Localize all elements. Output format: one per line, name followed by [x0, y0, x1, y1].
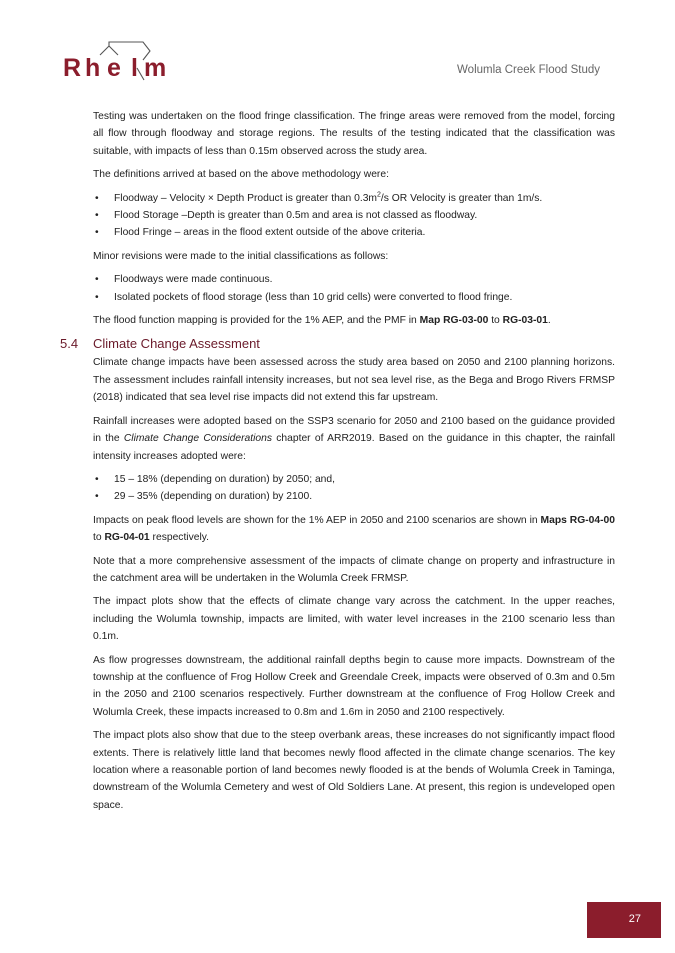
paragraph: Rainfall increases were adopted based on the SSP3 scenario for 2050 and 2100 based on the guidance provided in the Climate Change Considerations chapter of ARR2019. Based on the guidance in this chapter, the rainfall intensity increases adopted were:: [93, 415, 615, 462]
paragraph: Minor revisions were made to the initial classifications as follows:: [93, 250, 389, 262]
svg-text:m: m: [144, 54, 167, 82]
page-body: [60, 108, 615, 820]
page-number-box: [587, 902, 661, 938]
rhelm-logo: [63, 38, 173, 82]
paragraph: As flow progresses downstream, the additional rainfall depths begin to cause more impacts. Downstream of the township at the confluence of Frog Hollow Creek and Greendale Creek, impacts were observed of 0.3m and 0.5m in the 2050 and 2100 scenarios respectively. Further downstream at the confluence of Frog Hollow Creek and Wolumla Creek, these impacts increased to 0.8m and 1.6m in 2050 and 2100 respectively.: [93, 654, 615, 718]
paragraph: Impacts on peak flood levels are shown for the 1% AEP in 2050 and 2100 scenarios are shown in Maps RG-04-00 to RG-04-01 respectively.: [93, 514, 615, 544]
section-title: Climate Change Assessment: [93, 336, 260, 352]
svg-text:R: R: [63, 54, 82, 82]
map-reference: Map RG-03-00: [419, 315, 489, 327]
list-item: • 15 – 18% (depending on duration) by 2050; and,: [93, 471, 615, 488]
section-number: 5.4: [60, 336, 79, 352]
paragraph: Climate change impacts have been assessed across the study area based on 2050 and 2100 planning horizons. The assessment includes rainfall intensity increases, but not sea level rise, as the Bega and Brogo Rivers FRMSP (2018) indicated that sea level rise impacts did not extend this far upstream.: [93, 357, 615, 404]
paragraph: The definitions arrived at based on the above methodology were:: [93, 169, 389, 181]
list-item: • Flood Storage –Depth is greater than 0.5m and area is not classed as floodway.: [93, 207, 615, 224]
svg-text:l: l: [131, 54, 138, 82]
revisions-list: [93, 271, 615, 306]
svg-text:e: e: [107, 54, 121, 82]
svg-text:h: h: [85, 54, 101, 82]
list-item: • Floodway – Velocity × Depth Product is greater than $0.3m^2/s$ OR Velocity is greater than 1m/s.: [93, 190, 615, 207]
chapter-reference: Climate Change Considerations: [123, 433, 273, 445]
list-item: • 29 – 35% (depending on duration) by 2100.: [93, 488, 615, 505]
paragraph: Note that a more comprehensive assessment of the impacts of climate change on property and infrastructure in the catchment area will be undertaken in the Wolumla Creek FRMSP.: [93, 555, 615, 584]
paragraph: The impact plots show that the effects of climate change vary across the catchment. In the upper reaches, including the Wolumla township, impacts are limited, with water level increases in the 2100 scenario less than 0.1m.: [93, 596, 615, 643]
list-item: • Floodways were made continuous.: [93, 271, 615, 288]
map-reference: Maps RG-04-00: [540, 514, 615, 526]
paragraph: The flood function mapping is provided for the 1% AEP, and the PMF in Map RG-03-00 to RG-03-01.: [93, 315, 551, 327]
paragraph: Testing was undertaken on the flood fringe classification. The fringe areas were removed from the model, forcing all flow through floodway and storage regions. The results of the testing indicated that the classification was suitable, with impacts of less than 0.15m observed across the study area.: [93, 111, 615, 157]
map-reference: RG-03-01: [502, 315, 548, 327]
definitions-list: [93, 190, 615, 242]
map-reference: RG-04-01: [104, 532, 150, 544]
list-item: • Flood Fringe – areas in the flood extent outside of the above criteria.: [93, 224, 615, 241]
page-number: 27: [628, 913, 641, 925]
paragraph: The impact plots also show that due to the steep overbank areas, these increases do not significantly impact flood extents. There is relatively little land that becomes newly flood affected in the climate change scenarios. The key location where a reasonable portion of land becomes newly flooded is at the bends of Wolumla Creek in Taminga, downstream of the Wolumla Cemetery and west of Old Soldiers Lane. At present, this region is undeveloped open space.: [93, 730, 615, 811]
document-title: Wolumla Creek Flood Study: [457, 64, 600, 76]
list-item: • Isolated pockets of flood storage (less than 10 grid cells) were converted to flood fringe.: [93, 289, 615, 306]
increases-list: [93, 471, 615, 506]
section-heading: [60, 335, 615, 353]
